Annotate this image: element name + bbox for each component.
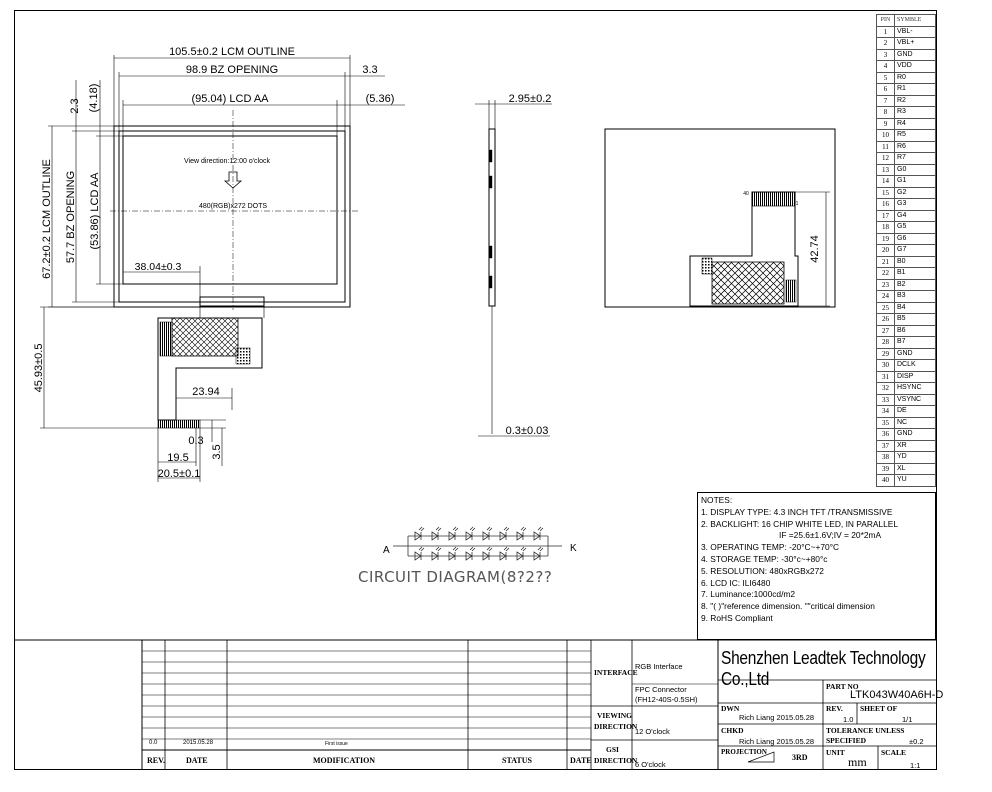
- pin-symbol: G7: [895, 245, 936, 257]
- pin-row: [877, 107, 936, 119]
- label-fpc-width: 20.5±0.1: [157, 468, 201, 480]
- pin-symbol: DCLK: [895, 360, 936, 372]
- label-anode: A: [383, 545, 390, 556]
- pin-symbol: HSYNC: [895, 383, 936, 395]
- pin-symbol: DISP: [895, 371, 936, 383]
- label-view-direction: View direction:12:00 o'clock: [183, 158, 271, 165]
- led-diode: [432, 547, 441, 560]
- note-line: 5. RESOLUTION: 480xRGBx272: [701, 565, 824, 576]
- pin-row: [877, 383, 936, 395]
- pin-row: [877, 222, 936, 234]
- pin-symbol: B5: [895, 314, 936, 326]
- part-no-label: PART NO: [826, 682, 859, 691]
- led-diode: [534, 547, 543, 560]
- projection-label: PROJECTION: [721, 748, 767, 756]
- pin-row: [877, 38, 936, 50]
- pin-symbol: VDD: [895, 61, 936, 73]
- label-bz-opening-w: 98.9 BZ OPENING: [185, 64, 279, 76]
- status-header: STATUS: [502, 756, 532, 765]
- pin-row: [877, 406, 936, 418]
- rev-label: REV.: [826, 704, 843, 713]
- pin-number: 5: [877, 72, 895, 84]
- pin-number: 31: [877, 371, 895, 383]
- pin-number: 24: [877, 291, 895, 303]
- pin-row: [877, 61, 936, 73]
- side-view: [475, 100, 552, 436]
- note-line: 4. STORAGE TEMP: -30°c~+80°c: [701, 553, 828, 564]
- pin-symbol: B2: [895, 279, 936, 291]
- pin-row: [877, 84, 936, 96]
- pin-row: [877, 72, 936, 84]
- pin-number: 36: [877, 429, 895, 441]
- label-fpc-pos: 23.94: [192, 386, 220, 398]
- label-fpc-contacts: 19.5: [167, 452, 189, 464]
- pin-row: [877, 49, 936, 61]
- pin-number: 30: [877, 360, 895, 372]
- pin-row: [877, 337, 936, 349]
- rev-row-rev: 0.0: [149, 740, 158, 746]
- pin-symbol: G5: [895, 222, 936, 234]
- date2-header: DATE: [570, 756, 592, 765]
- led-diode: [500, 527, 509, 540]
- back-component-1: [702, 258, 712, 274]
- pin-number: 23: [877, 279, 895, 291]
- note-line: 6. LCD IC: ILI6480: [701, 577, 771, 588]
- pin-row: [877, 475, 936, 487]
- led-diode: [415, 527, 424, 540]
- sheet-label: SHEET OF: [860, 704, 898, 713]
- pin-number: 38: [877, 452, 895, 464]
- circuit-caption: CIRCUIT DIAGRAM(8?2??: [358, 568, 553, 586]
- front-view: [40, 55, 405, 482]
- pin-number: 21: [877, 256, 895, 268]
- led-array: [415, 527, 543, 560]
- pin-row: [877, 302, 936, 314]
- note-line: 2. BACKLIGHT: 16 CHIP WHITE LED, IN PARALLEL: [701, 518, 899, 529]
- pin-number: 12: [877, 153, 895, 165]
- notes-box: [697, 492, 936, 640]
- note-line: 7. Luminance:1000cd/m2: [701, 589, 796, 600]
- pin-symbol: B6: [895, 325, 936, 337]
- dwn-label: DWN: [721, 704, 740, 713]
- rev-header: REV.: [147, 756, 165, 765]
- pin-row: [877, 210, 936, 222]
- pin-row: [877, 394, 936, 406]
- pin-symbol: B1: [895, 268, 936, 280]
- company-name: Shenzhen Leadtek Technology Co.,Ltd: [721, 648, 926, 689]
- pin-symbol: GND: [895, 429, 936, 441]
- led-diode: [449, 527, 458, 540]
- pin-symbol: VBL-: [895, 26, 936, 38]
- unit-value: mm: [848, 755, 867, 769]
- pin-row: [877, 26, 936, 38]
- led-diode: [517, 547, 526, 560]
- gsi-value: 6 O'clock: [635, 760, 666, 769]
- led-diode: [449, 547, 458, 560]
- pin-number: 26: [877, 314, 895, 326]
- lcm-outline: [114, 126, 350, 307]
- pin-row: [877, 256, 936, 268]
- pin-table: [876, 14, 936, 487]
- pin-row: [877, 360, 936, 372]
- sheet-value: 1/1: [902, 715, 913, 724]
- pin-symbol: R1: [895, 84, 936, 96]
- label-lcm-outline-w: 105.5±0.2 LCM OUTLINE: [169, 46, 295, 58]
- pin-symbol: YD: [895, 452, 936, 464]
- pin-row: [877, 199, 936, 211]
- part-no: LTK043W40A6H-D: [850, 689, 944, 701]
- pin-row: [877, 429, 936, 441]
- label-fpc-len: 45.93±0.5: [33, 343, 45, 393]
- pin-row: [877, 314, 936, 326]
- pin-number: 6: [877, 84, 895, 96]
- pin-row: [877, 118, 936, 130]
- label-cathode: K: [570, 543, 577, 554]
- label-back-height: 42.74: [809, 235, 821, 263]
- pin-number: 22: [877, 268, 895, 280]
- pin-number: 3: [877, 49, 895, 61]
- label-top-offset-a: 2.3: [69, 98, 81, 114]
- pin-number: 19: [877, 233, 895, 245]
- pin-symbol: R0: [895, 72, 936, 84]
- label-thickness: 2.95±0.2: [508, 93, 552, 105]
- pin-number: 13: [877, 164, 895, 176]
- pin-symbol: R4: [895, 118, 936, 130]
- label-aa-offset: (5.36): [365, 93, 395, 105]
- pin-number: 17: [877, 210, 895, 222]
- pin-number: 4: [877, 61, 895, 73]
- pin-row: [877, 95, 936, 107]
- fpc-stiffener-hatch: [172, 318, 238, 356]
- pin-symbol: G1: [895, 176, 936, 188]
- pin-row: [877, 164, 936, 176]
- pin-number: 39: [877, 463, 895, 475]
- pin-row: [877, 325, 936, 337]
- pin-symbol: R7: [895, 153, 936, 165]
- label-fpc-thickness: 0.3±0.03: [505, 425, 549, 437]
- unit-label: UNIT: [826, 748, 845, 757]
- modification-header: MODIFICATION: [313, 756, 376, 765]
- interface-value: RGB Interface: [635, 662, 683, 671]
- pin-symbol: NC: [895, 417, 936, 429]
- label-fpc-tail: 3.5: [211, 444, 223, 460]
- circuit-diagram: [393, 527, 562, 560]
- pin-symbol: B7: [895, 337, 936, 349]
- pin-symbol: B4: [895, 302, 936, 314]
- label-lcm-outline-h: 67.2±0.2 LCM OUTLINE: [41, 159, 53, 279]
- fpc-component: [160, 322, 172, 356]
- pin-row: [877, 291, 936, 303]
- pin-symbol: R6: [895, 141, 936, 153]
- gsi-label-2: DIRECTION: [594, 756, 638, 765]
- pin-row: [877, 279, 936, 291]
- pin-row: [877, 463, 936, 475]
- pin-row: [877, 130, 936, 142]
- label-lcd-aa-w: (95.04) LCD AA: [191, 93, 269, 105]
- led-diode: [500, 547, 509, 560]
- pin-symbol: G6: [895, 233, 936, 245]
- pin-row: [877, 440, 936, 452]
- pin-row: [877, 245, 936, 257]
- led-diode: [466, 547, 475, 560]
- tolerance-value: ±0.2: [909, 737, 924, 746]
- pin-row: [877, 141, 936, 153]
- label-pin-bottom: 1: [795, 201, 799, 207]
- viewing-label-1: VIEWING: [597, 711, 633, 720]
- pin-row: [877, 371, 936, 383]
- pin-symbol: G0: [895, 164, 936, 176]
- notes-heading: NOTES:: [701, 495, 733, 505]
- tolerance-label-1: TOLERANCE UNLESS: [826, 726, 905, 735]
- pin-number: 16: [877, 199, 895, 211]
- label-fpc-pitch: 0.3: [188, 435, 204, 447]
- label-lcd-aa-h: (53.86) LCD AA: [89, 172, 101, 250]
- pin-row: [877, 417, 936, 429]
- label-dots: 480(RGB)x272 DOTS: [198, 203, 268, 210]
- pin-number: 28: [877, 337, 895, 349]
- rev-row-date: 2015.05.28: [183, 740, 214, 746]
- fpc-contacts: [158, 420, 200, 428]
- led-diode: [483, 527, 492, 540]
- bz-opening: [119, 131, 345, 302]
- pin-symbol: XR: [895, 440, 936, 452]
- pin-number: 20: [877, 245, 895, 257]
- pin-row: [877, 268, 936, 280]
- pin-number: 10: [877, 130, 895, 142]
- label-top-offset-b: (4.18): [88, 83, 100, 113]
- led-diode: [432, 527, 441, 540]
- pin-row: [877, 176, 936, 188]
- pin-symbol: G4: [895, 210, 936, 222]
- pin-number: 18: [877, 222, 895, 234]
- note-line: 9. RoHS Compliant: [701, 612, 773, 623]
- pin-symbol: XL: [895, 463, 936, 475]
- pin-symbol: GND: [895, 49, 936, 61]
- pin-number: 11: [877, 141, 895, 153]
- label-center-dim: 38.04±0.3: [134, 261, 182, 273]
- pin-symbol: R3: [895, 107, 936, 119]
- fpc-line-1: FPC Connector: [635, 685, 687, 694]
- pin-number: 40: [877, 475, 895, 487]
- gsi-label-1: GSI: [606, 745, 619, 754]
- pin-number: 32: [877, 383, 895, 395]
- led-diode: [483, 547, 492, 560]
- pin-symbol: YU: [895, 475, 936, 487]
- pin-number: 1: [877, 26, 895, 38]
- interface-label: INTERFACE: [594, 668, 638, 677]
- chkd-value: Rich Liang 2015.05.28: [739, 737, 815, 746]
- pin-symbol: VSYNC: [895, 394, 936, 406]
- pin-row: [877, 153, 936, 165]
- date-header: DATE: [186, 756, 208, 765]
- back-view: [605, 129, 835, 307]
- led-diode: [466, 527, 475, 540]
- pin-number: 29: [877, 348, 895, 360]
- pin-row: [877, 187, 936, 199]
- pin-symbol: VBL+: [895, 38, 936, 50]
- note-line: 3. OPERATING TEMP: -20°C~+70°C: [701, 542, 840, 553]
- pin-symbol: DE: [895, 406, 936, 418]
- fpc-line-2: (FH12-40S-0.5SH): [635, 695, 698, 704]
- pin-symbol: R5: [895, 130, 936, 142]
- back-fpc-contacts: [752, 192, 795, 206]
- pin-symbol: G2: [895, 187, 936, 199]
- pin-symbol: GND: [895, 348, 936, 360]
- note-line: 8. "( )"reference dimension. ""critical dimension: [701, 601, 875, 612]
- viewing-label-2: DIRECTION: [594, 722, 638, 731]
- pin-number: 33: [877, 394, 895, 406]
- pin-number: 27: [877, 325, 895, 337]
- viewing-value: 12 O'clock: [635, 727, 670, 736]
- fpc-component-2: [236, 348, 250, 364]
- pin-number: 37: [877, 440, 895, 452]
- pin-row: [877, 348, 936, 360]
- projection-value: 3RD: [792, 753, 808, 762]
- pin-number: 7: [877, 95, 895, 107]
- led-diode: [517, 527, 526, 540]
- pin-symbol: R2: [895, 95, 936, 107]
- scale-value: 1:1: [910, 761, 921, 770]
- pin-number: 35: [877, 417, 895, 429]
- pin-number: 15: [877, 187, 895, 199]
- symbol-header: SYMBLE: [895, 15, 936, 27]
- pin-number: 14: [877, 176, 895, 188]
- rev-value: 1.0: [843, 715, 854, 724]
- pin-number: 2: [877, 38, 895, 50]
- tolerance-label-2: SPECIFIED: [826, 736, 867, 745]
- led-diode: [534, 527, 543, 540]
- pin-number: 34: [877, 406, 895, 418]
- label-bz-offset: 3.3: [362, 64, 378, 76]
- pin-header: PIN: [877, 15, 895, 27]
- back-component-2: [786, 280, 796, 302]
- pin-symbol: B3: [895, 291, 936, 303]
- chkd-label: CHKD: [721, 726, 744, 735]
- scale-label: SCALE: [881, 748, 907, 757]
- led-diode: [415, 547, 424, 560]
- pin-number: 8: [877, 107, 895, 119]
- pin-symbol: G3: [895, 199, 936, 211]
- label-bz-opening-h: 57.7 BZ OPENING: [65, 170, 77, 264]
- rev-row-mod: First issue: [325, 741, 348, 747]
- label-pin-top: 40: [743, 191, 749, 197]
- pin-number: 9: [877, 118, 895, 130]
- back-fpc-stiffener: [712, 262, 784, 304]
- pin-number: 25: [877, 302, 895, 314]
- note-line: 1. DISPLAY TYPE: 4.3 INCH TFT /TRANSMISSIVE: [701, 506, 893, 517]
- pin-symbol: B0: [895, 256, 936, 268]
- pin-row: [877, 452, 936, 464]
- note-line: IF =25.6±1.6V;IV = 20*2mA: [779, 530, 882, 541]
- dwn-value: Rich Liang 2015.05.28: [739, 713, 815, 722]
- pin-row: [877, 233, 936, 245]
